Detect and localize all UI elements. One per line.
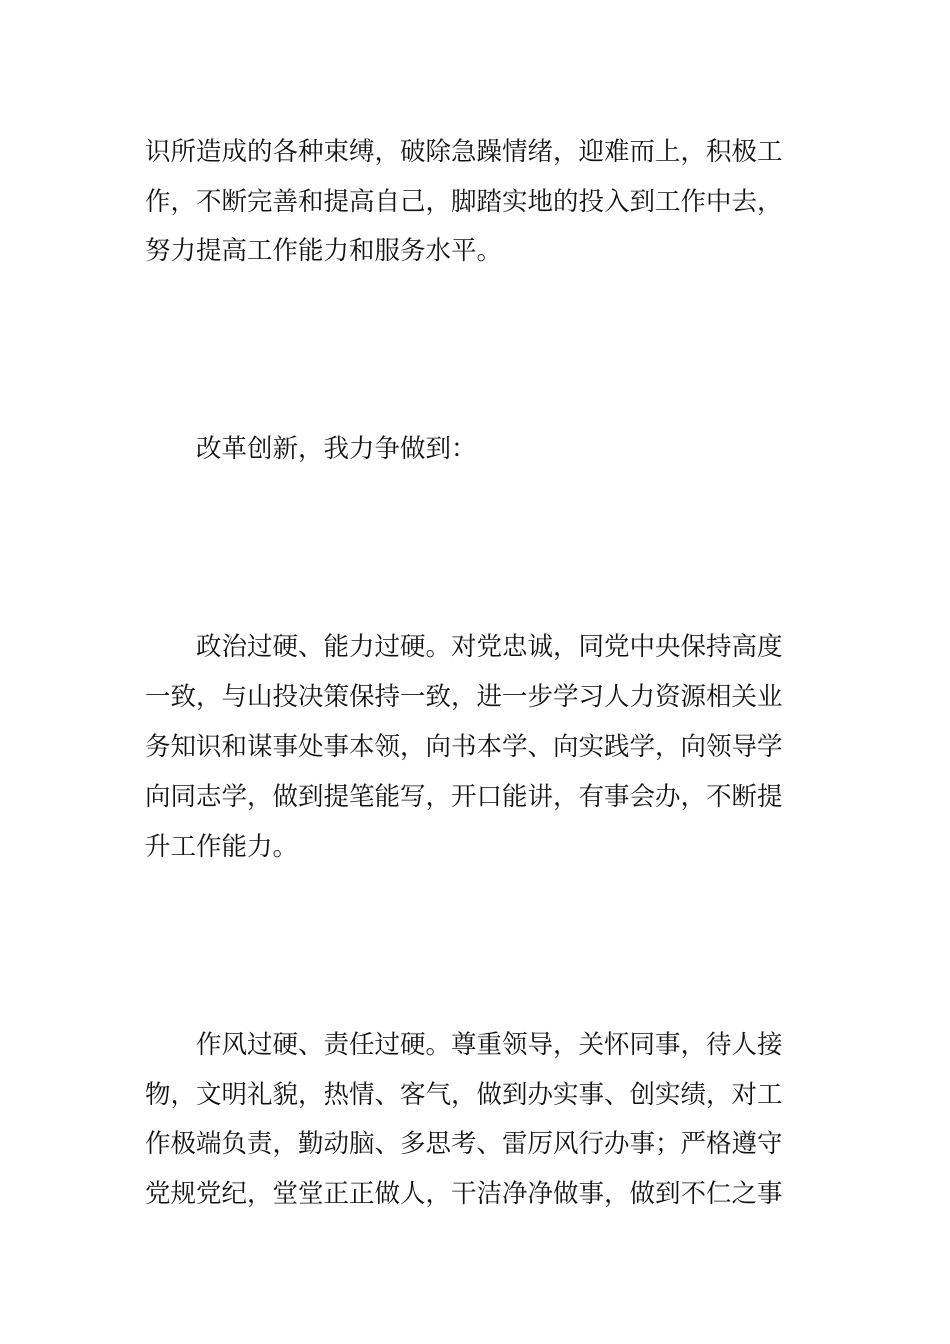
paragraph-4-line-2: 物，文明礼貌，热情、客气，做到办实事、创实绩，对工 [145,1080,783,1110]
paragraph-3-line-2: 一致，与山投决策保持一致，进一步学习人力资源相关业 [145,682,783,712]
paragraph-3-line-4: 向同志学，做到提笔能写，开口能讲，有事会办，不断提 [145,782,783,812]
paragraph-4-line-1: 作风过硬、责任过硬。尊重领导，关怀同事，待人接 [196,1030,783,1060]
paragraph-1-line-2: 作，不断完善和提高自己，脚踏实地的投入到工作中去， [145,187,783,217]
paragraph-1-line-1: 识所造成的各种束缚，破除急躁情绪，迎难而上，积极工 [145,137,783,167]
paragraph-4-line-3: 作极端负责，勤动脑、多思考、雷厉风行办事；严格遵守 [145,1129,783,1159]
paragraph-4-line-4: 党规党纪，堂堂正正做人，干洁净净做事，做到不仁之事 [145,1179,783,1209]
paragraph-3-line-3: 务知识和谋事处事本领，向书本学、向实践学，向领导学 [145,732,783,762]
paragraph-3-line-5: 升工作能力。 [145,832,299,862]
paragraph-1-line-3: 努力提高工作能力和服务水平。 [145,236,503,266]
paragraph-3-line-1: 政治过硬、能力过硬。对党忠诚，同党中央保持高度 [196,632,783,662]
paragraph-2-line-1: 改革创新，我力争做到： [196,434,477,464]
